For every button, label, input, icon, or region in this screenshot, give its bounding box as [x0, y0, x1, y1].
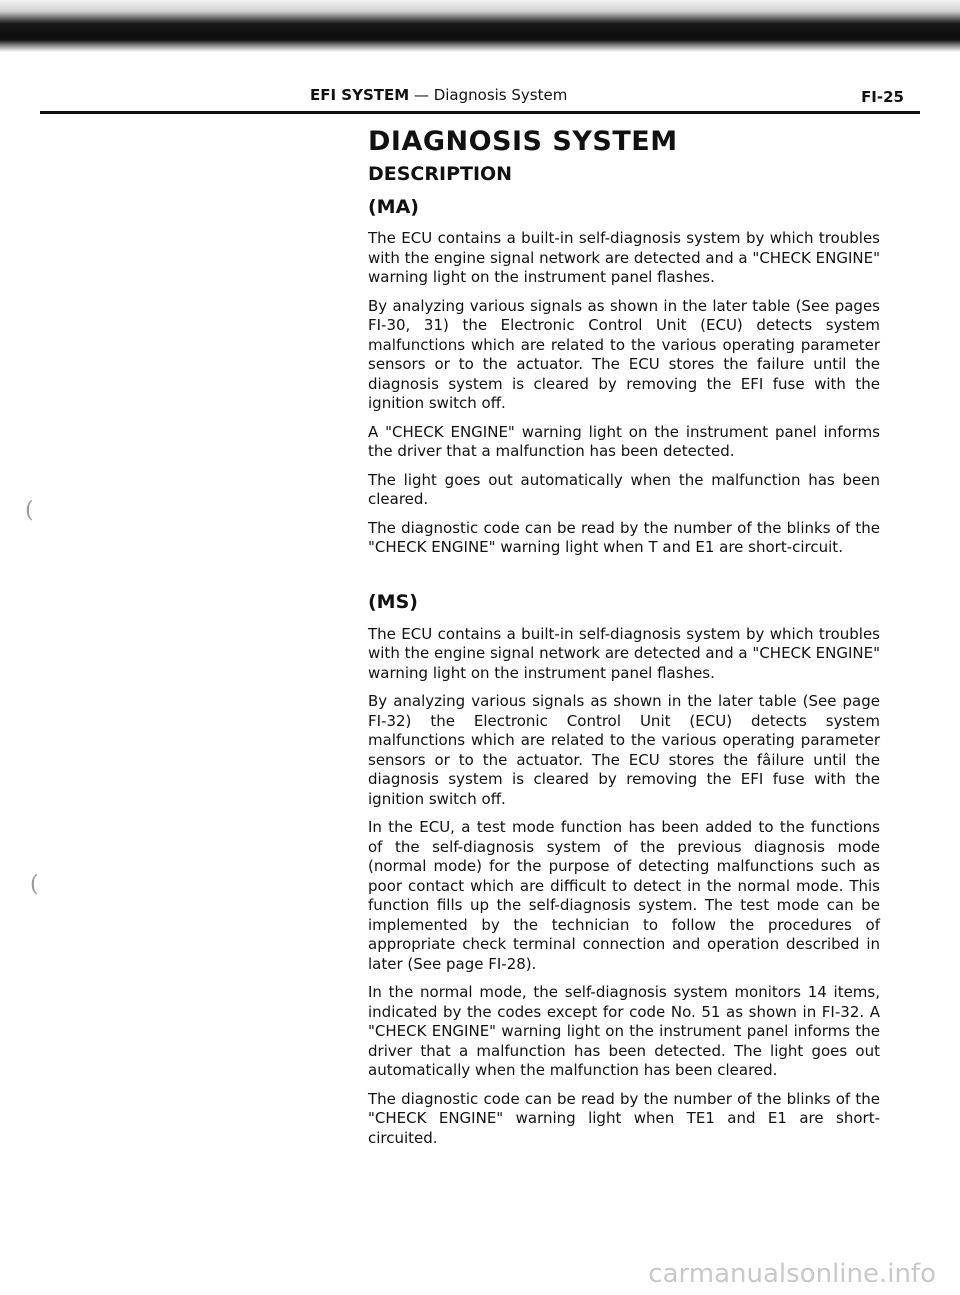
running-header	[310, 86, 567, 104]
margin-mark-lower: (	[30, 872, 39, 897]
ma-paragraph: The light goes out automatically when the malfunction has been cleared.	[368, 470, 880, 508]
page-number: FI-25	[861, 88, 904, 106]
ma-paragraph: The ECU contains a built-in self-diagnosis system by which troubles with the engine signal network are detected and a "CHECK ENGINE" warning light on the instrument panel flashes.	[368, 229, 880, 286]
ma-heading: (MA)	[368, 196, 419, 218]
section-title: DIAGNOSIS SYSTEM	[368, 126, 678, 157]
ms-paragraph: By analyzing various signals as shown in the later table (See page FI-32) the Electronic Control Unit (ECU) detects system malfunctions which are related to the various operating parameter sensors or to the actuator. The ECU stores the fâilure until the diagnosis system is cleared by removing the EFI fuse with the ignition switch off.	[368, 692, 880, 808]
ms-section	[368, 587, 880, 1149]
ma-paragraph: The diagnostic code can be read by the number of the blinks of the "CHECK ENGINE" warning light when T and E1 are short-circuit.	[368, 518, 880, 556]
ma-paragraph: A "CHECK ENGINE" warning light on the instrument panel informs the driver that a malfunction has been detected.	[368, 422, 880, 460]
ma-paragraph: By analyzing various signals as shown in the later table (See pages FI-30, 31) the Electronic Control Unit (ECU) detects system malfunctions which are related to the various operating parameter sensors or to the actuator. The ECU stores the failure until the diagnosis system is cleared by removing the EFI fuse with the ignition switch off.	[368, 296, 880, 412]
main-column	[368, 124, 880, 1157]
page-header	[40, 82, 920, 112]
header-rule	[40, 111, 920, 114]
ms-heading: (MS)	[368, 590, 418, 613]
scan-edge-band	[0, 0, 960, 52]
running-header-system: EFI SYSTEM	[310, 86, 410, 104]
ms-paragraph: The ECU contains a built-in self-diagnosis system by which troubles with the engine signal network are detected and a "CHECK ENGINE" warning light on the instrument panel flashes.	[368, 624, 880, 682]
running-header-topic: — Diagnosis System	[409, 86, 568, 104]
ms-paragraph: The diagnostic code can be read by the number of the blinks of the "CHECK ENGINE" warning light when TE1 and E1 are short-circuited.	[368, 1089, 880, 1147]
margin-mark-upper: (	[25, 498, 34, 523]
ms-paragraph: In the ECU, a test mode function has been added to the functions of the self-diagnosis system of the previous diagnosis mode (normal mode) for the purpose of detecting malfunctions such as poor contact which are difficult to detect in the normal mode. This function fills up the self-diagnosis system. The test mode can be implemented by the technician to follow the procedures of appropriate check terminal connection and operation described in later (See page FI-28).	[368, 818, 880, 973]
subsection-title: DESCRIPTION	[368, 163, 513, 185]
watermark: carmanualsonline.info	[648, 1259, 936, 1289]
ms-paragraph: In the normal mode, the self-diagnosis system monitors 14 items, indicated by the codes except for code No. 51 as shown in FI-32. A "CHECK ENGINE" warning light on the instrument panel informs the driver that a malfunction has been detected. The light goes out automatically when the malfunction has been cleared.	[368, 983, 880, 1079]
ma-section	[368, 192, 880, 558]
